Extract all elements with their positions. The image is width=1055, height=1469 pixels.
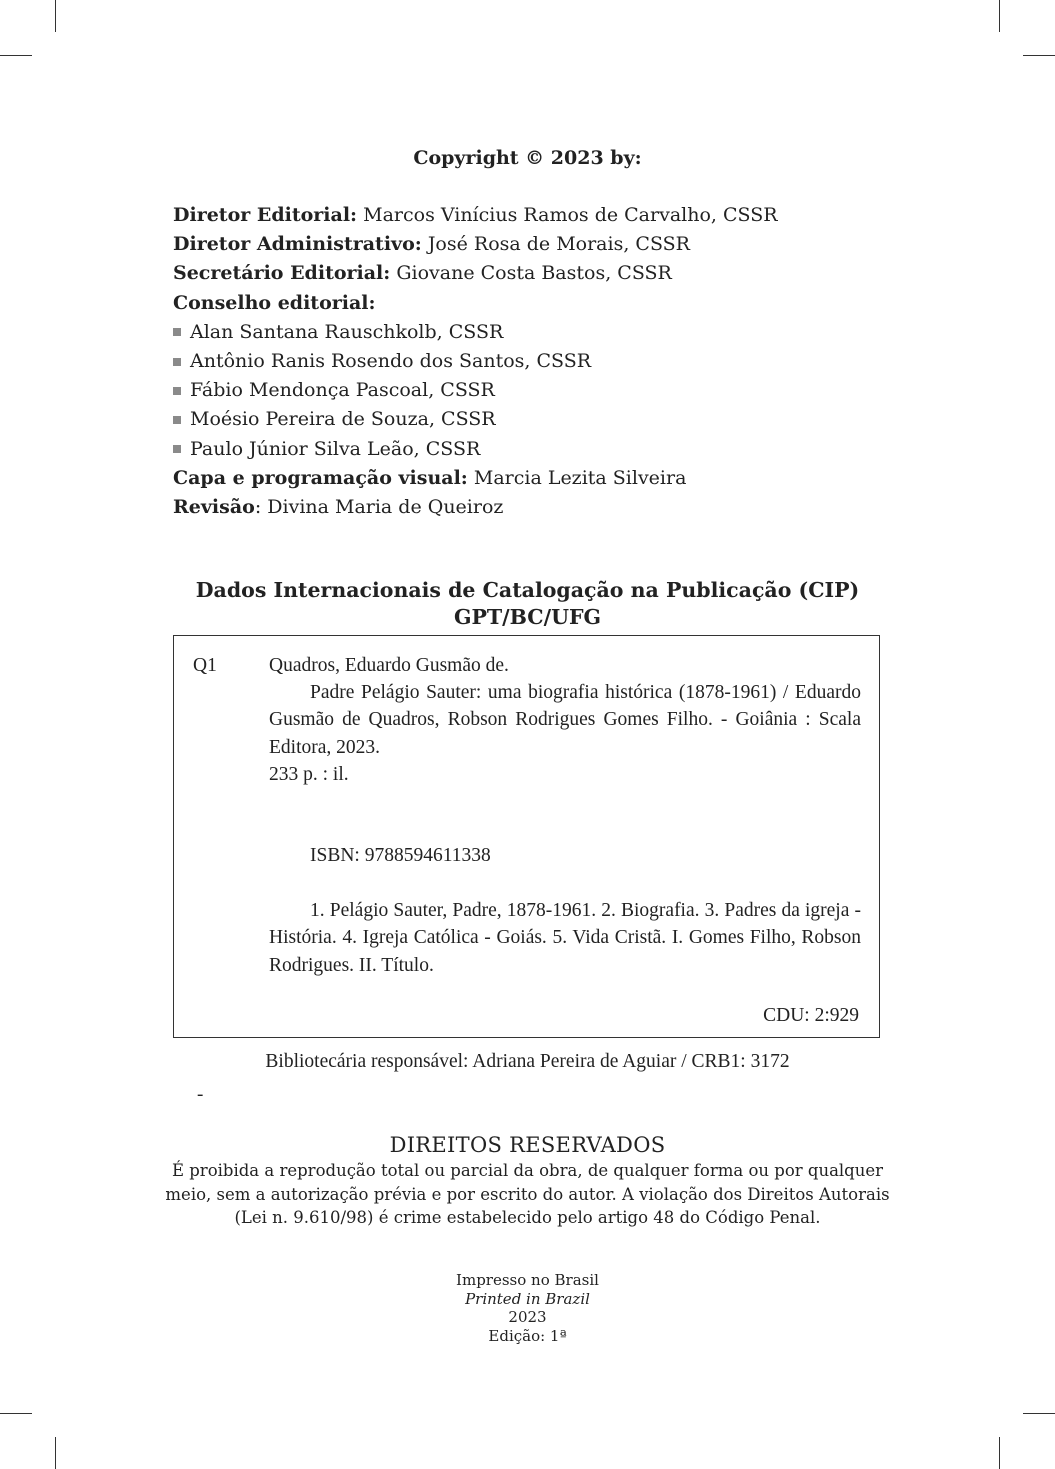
crop-mark-bottom-right-horizontal [1023, 1413, 1055, 1414]
cip-title: Dados Internacionais de Catalogação na Publicação (CIP) [195, 578, 860, 602]
square-bullet-icon [173, 416, 181, 424]
cover-design-name: Marcia Lezita Silveira [473, 466, 687, 489]
crop-mark-top-left-horizontal [0, 55, 32, 56]
board-member [173, 435, 893, 464]
class-number: Q1 [193, 655, 217, 676]
revision-label: Revisão [173, 496, 255, 519]
board-member-name: Antônio Ranis Rosendo dos Santos, CSSR [190, 350, 592, 373]
catalog-subjects: 1. Pelágio Sauter, Padre, 1878-1961. 2. Biografia. 3. Padres da igreja - História. 4. Igreja Católica - Goiás. 5. Vida Cristã. I. Gomes Filho, Robson Rodrigues. II. Título. [269, 900, 861, 976]
catalog-title-entry: Padre Pelágio Sauter: uma biografia histórica (1878-1961) / Eduardo Gusmão de Quadros, Robson Rodrigues Gomes Filho. - Goiânia : Scala Editora, 2023. [269, 682, 861, 758]
crop-mark-top-left-vertical [55, 0, 56, 32]
board-member-name: Moésio Pereira de Souza, CSSR [190, 408, 496, 431]
board-member-name: Fábio Mendonça Pascoal, CSSR [190, 379, 495, 402]
editorial-director-row [173, 201, 893, 230]
rights-notice: É proibida a reprodução total ou parcial da obra, de qualquer forma ou por qualquer meio, sem a autorização prévia e por escrito do autor. A violação dos Direitos Autorais (Lei n. 9.610/98) é crime estabelecido pelo artigo 48 do Código Penal. [165, 1161, 890, 1227]
board-member-name: Paulo Júnior Silva Leão, CSSR [190, 437, 481, 460]
crop-mark-bottom-left-horizontal [0, 1413, 32, 1414]
imprint-year: 2023 [508, 1308, 547, 1326]
board-member [173, 405, 893, 434]
cip-subtitle: GPT/BC/UFG [453, 605, 602, 629]
crop-mark-top-right-vertical [999, 0, 1000, 32]
editorial-secretary-row [173, 259, 893, 288]
crop-mark-top-right-horizontal [1023, 55, 1055, 56]
catalog-cdu: CDU: 2:929 [763, 1004, 859, 1026]
board-member [173, 318, 893, 347]
board-member [173, 376, 893, 405]
editorial-director-label: Diretor Editorial: [173, 204, 358, 226]
revision-row [173, 493, 893, 522]
imprint-block [0, 1271, 1055, 1345]
crop-mark-bottom-left-vertical [55, 1437, 56, 1469]
copyright-line: Copyright © 2023 by: [413, 147, 642, 169]
cover-design-row [173, 464, 893, 493]
administrative-director-row [173, 230, 893, 259]
stray-dash: - [197, 1084, 204, 1105]
crop-mark-bottom-right-vertical [999, 1437, 1000, 1469]
square-bullet-icon [173, 387, 181, 395]
rights-heading: DIREITOS RESERVADOS [389, 1133, 666, 1157]
imprint-edition: Edição: 1ª [488, 1326, 567, 1345]
librarian-credit: Bibliotecária responsável: Adriana Pereira de Aguiar / CRB1: 3172 [265, 1051, 790, 1072]
cip-heading [0, 577, 1055, 631]
square-bullet-icon [173, 445, 181, 453]
administrative-director-name: José Rosa de Morais, CSSR [427, 233, 690, 256]
square-bullet-icon [173, 358, 181, 366]
printed-in-brazil-pt: Impresso no Brasil [456, 1271, 599, 1289]
catalog-pages: 233 p. : il. [269, 763, 349, 785]
editorial-secretary-name: Giovane Costa Bastos, CSSR [396, 262, 672, 285]
catalog-author: Quadros, Eduardo Gusmão de. [269, 655, 509, 676]
catalog-record-body [269, 652, 861, 979]
credits-block [173, 201, 893, 522]
catalog-record-box [173, 635, 880, 1038]
cover-design-label: Capa e programação visual: [173, 466, 468, 489]
editorial-board-label: Conselho editorial: [173, 291, 376, 314]
revision-name: : Divina Maria de Queiroz [254, 496, 504, 519]
editorial-board-row [173, 289, 893, 318]
board-member [173, 347, 893, 376]
administrative-director-label: Diretor Administrativo: [173, 233, 422, 256]
catalog-isbn: ISBN: 9788594611338 [310, 845, 491, 867]
board-member-name: Alan Santana Rauschkolb, CSSR [190, 320, 504, 343]
editorial-director-name: Marcos Vinícius Ramos de Carvalho, CSSR [363, 204, 778, 226]
printed-in-brazil-en: Printed in Brazil [465, 1289, 590, 1308]
square-bullet-icon [173, 328, 181, 336]
editorial-secretary-label: Secretário Editorial: [173, 262, 391, 285]
